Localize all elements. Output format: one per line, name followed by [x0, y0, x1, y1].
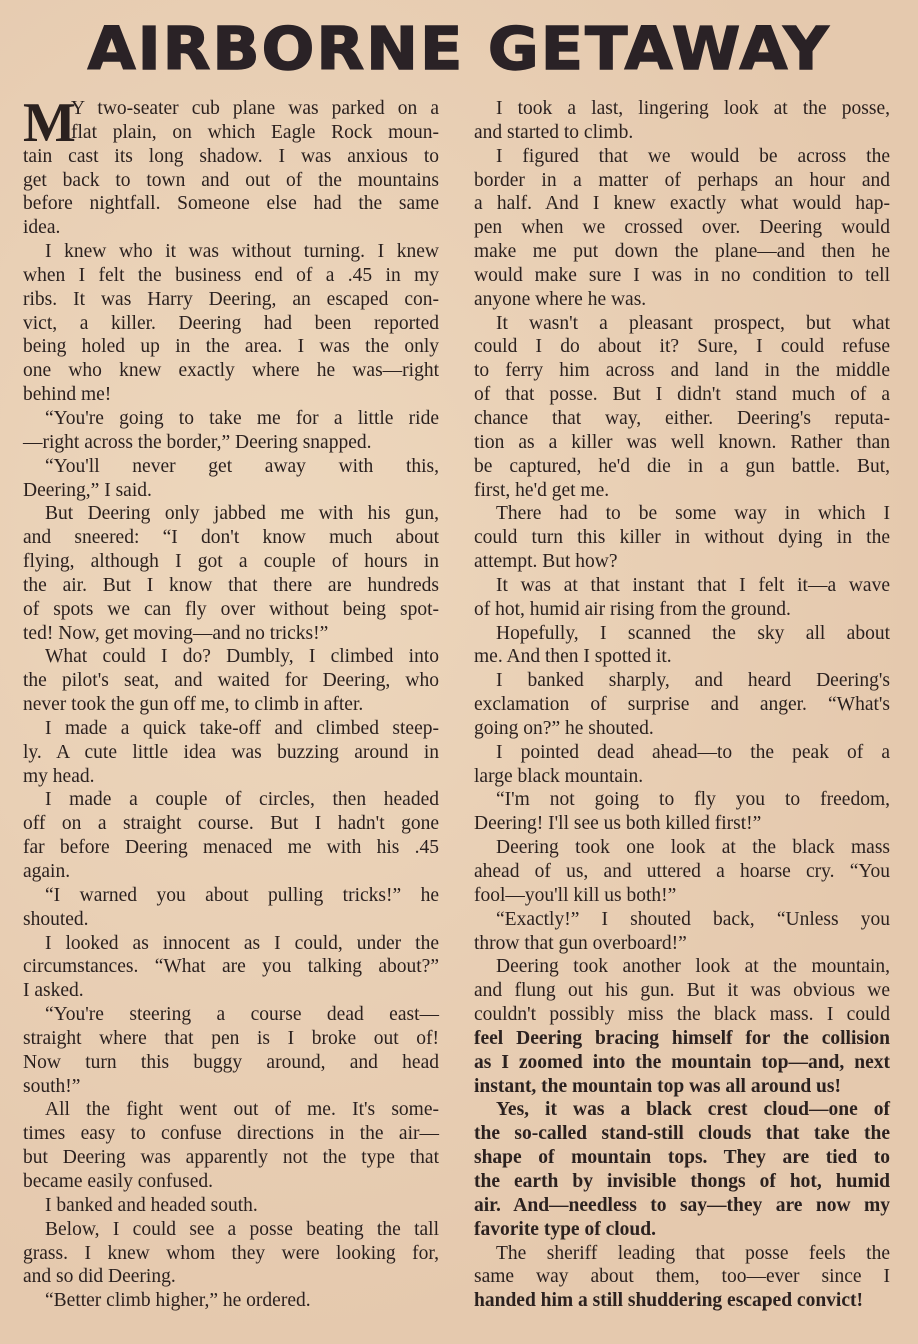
text-line: I made a couple of circles, then headed — [45, 789, 439, 811]
text-line: same way about them, too—ever since I — [474, 1266, 890, 1288]
text-line: I figured that we would be across the — [496, 145, 890, 167]
text-line: “Exactly!” I shouted back, “Unless you — [496, 908, 890, 930]
text-line: the pilot's seat, and waited for Deering, who — [23, 670, 439, 692]
text-line: Below, I could see a posse beating the tall — [45, 1218, 439, 1240]
text-line: be captured, he'd die in a gun battle. But, — [474, 455, 890, 477]
text-line: but Deering was apparently not the type that — [23, 1147, 439, 1169]
text-line: became easily confused. — [23, 1170, 214, 1192]
text-line: going on?” he shouted. — [474, 717, 654, 739]
text-line: I banked sharply, and heard Deering's — [496, 670, 890, 692]
text-line: and flung out his gun. But it was obvious we — [474, 980, 890, 1002]
text-line: Deering,” I said. — [23, 479, 152, 501]
text-line: tion as a killer was well known. Rather than — [474, 431, 890, 453]
text-line: anyone where he was. — [474, 288, 647, 310]
text-line: I looked as innocent as I could, under the — [45, 932, 439, 954]
text-line: But Deering only jabbed me with his gun, — [45, 503, 439, 525]
text-line: the so-called stand-still clouds that take the — [474, 1123, 890, 1145]
text-line: of that posse. But I didn't stand much of a — [474, 384, 890, 406]
text-line: first, he'd get me. — [474, 479, 610, 501]
story-title: AIRBORNE GETAWAY — [87, 13, 831, 84]
text-line: Deering took one look at the black mass — [496, 837, 890, 859]
text-line: to ferry him across and land in the middle — [474, 360, 890, 382]
text-line: “You'll never get away with this, — [45, 455, 439, 477]
text-line: I asked. — [23, 980, 84, 1002]
text-line: of hot, humid air rising from the ground. — [474, 598, 791, 620]
text-line: times easy to confuse directions in the air— — [23, 1123, 439, 1145]
text-line: far before Deering menaced me with his .45 — [23, 837, 439, 859]
text-line: chance that way, either. Deering's reputa- — [474, 407, 890, 429]
text-line: I made a quick take-off and climbed steep- — [45, 717, 439, 739]
text-line: What could I do? Dumbly, I climbed into — [45, 646, 439, 668]
text-line: one who knew exactly where he was—right — [23, 360, 439, 382]
text-line: flying, although I got a couple of hours in — [23, 551, 439, 573]
text-line: before nightfall. Someone else had the same — [23, 193, 439, 215]
text-line: would make sure I was in no condition to tell — [474, 264, 890, 286]
text-line: behind me! — [23, 384, 112, 406]
text-line: make me put down the plane—and then he — [474, 241, 890, 263]
text-line: exclamation of surprise and anger. “What's — [474, 694, 890, 716]
text-line: when I felt the business end of a .45 in my — [23, 264, 439, 286]
text-line: being holed up in the area. I was the only — [23, 336, 439, 358]
text-line: ahead of us, and uttered a hoarse cry. “You — [474, 861, 890, 882]
text-line: “I'm not going to fly you to freedom, — [496, 789, 890, 811]
text-line: fool—you'll kill us both!” — [474, 884, 677, 906]
text-line: straight where that pen is I broke out of! — [23, 1027, 439, 1049]
right-column — [474, 97, 890, 1313]
text-line: again. — [23, 861, 71, 882]
text-line: “You're going to take me for a little ride — [45, 407, 439, 429]
text-line: It was at that instant that I felt it—a wave — [496, 574, 890, 596]
text-line: The sheriff leading that posse feels the — [496, 1242, 890, 1264]
text-line: of spots we can fly over without being spot- — [23, 598, 439, 620]
left-column — [23, 92, 439, 1313]
text-line: I knew who it was without turning. I knew — [45, 241, 439, 263]
text-line: shouted. — [23, 908, 89, 930]
text-line: feel Deering bracing himself for the collision — [474, 1027, 890, 1049]
text-line: as I zoomed into the mountain top—and, next — [474, 1051, 890, 1073]
text-line: off on a straight course. But I hadn't gone — [23, 813, 439, 835]
text-line: All the fight went out of me. It's some- — [45, 1099, 439, 1121]
text-line: flat plain, on which Eagle Rock moun- — [71, 121, 439, 143]
text-line: Hopefully, I scanned the sky all about — [496, 622, 890, 644]
text-line: ted! Now, get moving—and no tricks!” — [23, 622, 329, 644]
text-line: my head. — [23, 765, 95, 787]
text-line: and so did Deering. — [23, 1266, 176, 1288]
text-line: could I do about it? Sure, I could refuse — [474, 336, 890, 358]
text-line: and started to climb. — [474, 121, 634, 143]
text-line: pen when we crossed over. Deering would — [474, 217, 890, 239]
text-line: south!” — [23, 1075, 81, 1097]
text-line: handed him a still shuddering escaped convict! — [474, 1290, 863, 1312]
text-line: could turn this killer in without dying in the — [474, 527, 890, 549]
text-line: never took the gun off me, to climb in after. — [23, 694, 364, 716]
text-line: “You're steering a course dead east— — [45, 1004, 439, 1026]
text-line: idea. — [23, 217, 61, 239]
text-line: border in a matter of perhaps an hour and — [474, 169, 890, 191]
text-line: throw that gun overboard!” — [474, 932, 687, 954]
text-line: a half. And I knew exactly what would hap- — [474, 193, 890, 215]
text-line: vict, a killer. Deering had been reported — [23, 312, 439, 334]
text-line: Deering! I'll see us both killed first!” — [474, 813, 762, 835]
text-line: circumstances. “What are you talking about?” — [23, 956, 439, 978]
text-line: “Better climb higher,” he ordered. — [45, 1290, 311, 1312]
text-line: I banked and headed south. — [45, 1194, 258, 1216]
text-line: I pointed dead ahead—to the peak of a — [496, 741, 890, 763]
text-line: There had to be some way in which I — [496, 503, 890, 525]
text-line: and sneered: “I don't know much about — [23, 527, 439, 549]
text-line: couldn't possibly miss the black mass. I could — [474, 1004, 890, 1026]
text-line: —right across the border,” Deering snapped. — [23, 431, 372, 453]
text-line: large black mountain. — [474, 765, 644, 787]
text-line: tain cast its long shadow. I was anxious to — [23, 145, 439, 167]
text-line: ly. A cute little idea was buzzing around in — [23, 741, 439, 763]
text-line: ribs. It was Harry Deering, an escaped con- — [23, 288, 439, 310]
text-line: air. And—needless to say—they are now my — [474, 1194, 890, 1216]
text-line: I took a last, lingering look at the posse, — [496, 98, 890, 119]
text-line: “I warned you about pulling tricks!” he — [45, 884, 439, 906]
text-line: It wasn't a pleasant prospect, but what — [496, 312, 890, 334]
text-line: shape of mountain tops. They are tied to — [474, 1147, 890, 1169]
text-line: me. And then I spotted it. — [474, 646, 672, 668]
text-line: Now turn this buggy around, and head — [23, 1051, 439, 1073]
text-line: instant, the mountain top was all around us! — [474, 1075, 841, 1097]
text-line: Yes, it was a black crest cloud—one of — [496, 1099, 890, 1121]
text-line: favorite type of cloud. — [474, 1218, 656, 1240]
text-line: get back to town and out of the mountains — [23, 169, 439, 191]
text-line: the air. But I know that there are hundreds — [23, 574, 439, 596]
text-line: the earth by invisible thongs of hot, humid — [474, 1170, 890, 1192]
drop-cap: M — [23, 92, 76, 154]
text-line: attempt. But how? — [474, 551, 618, 573]
text-line: grass. I knew whom they were looking for, — [23, 1242, 439, 1264]
text-line: Deering took another look at the mountain, — [496, 956, 890, 978]
text-line: Y two-seater cub plane was parked on a — [71, 98, 439, 119]
